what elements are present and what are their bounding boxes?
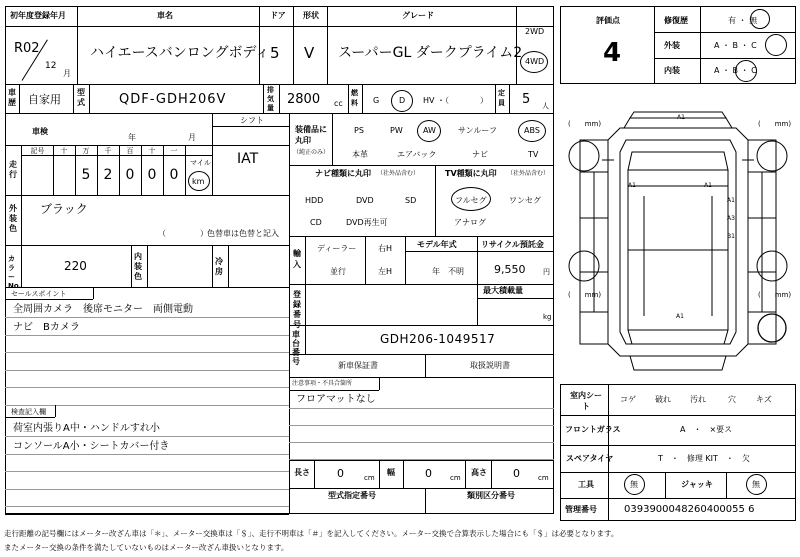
interior-rating-value: A ・ B ・ C xyxy=(714,66,757,75)
diag-a1-rside: A1 xyxy=(727,197,735,204)
tv-type-label: TV種類に丸印 xyxy=(445,169,497,178)
cc-unit: cc xyxy=(334,99,343,108)
color-no-label: カラーNo. xyxy=(8,255,22,290)
eq-abs: ABS xyxy=(524,126,540,135)
ac-label: 冷房 xyxy=(215,257,223,276)
shaken-label: 車検 xyxy=(32,127,48,136)
exterior-color-label: 外装色 xyxy=(9,204,17,233)
mileage-digit: 5 xyxy=(81,167,91,183)
month-unit: 月 xyxy=(63,69,71,78)
shaken-month: 月 xyxy=(188,133,196,142)
sales-point-line2: ナビ Bカメラ xyxy=(13,322,80,333)
eq-airbag: エアバック xyxy=(397,150,437,159)
exterior-rating-label: 外装 xyxy=(664,41,680,50)
equipment-sublabel: （純正のみ） xyxy=(293,149,330,156)
width-label: 幅 xyxy=(387,468,395,477)
diag-a1-rear: A1 xyxy=(676,313,684,320)
first-reg-label: 初年度登録年月 xyxy=(10,11,66,20)
notice-value: フロアマットなし xyxy=(296,394,376,405)
capacity-label: 定員 xyxy=(498,89,505,107)
tv-fullseg-circle xyxy=(451,187,491,211)
score-value: 4 xyxy=(603,38,622,68)
model-year-value: 年 不明 xyxy=(432,267,464,276)
shape-value: V xyxy=(304,44,315,62)
length-label: 長さ xyxy=(294,468,310,477)
car-name: ハイエースバンロングボディ xyxy=(90,45,270,61)
eq-pw: PW xyxy=(390,126,403,135)
mm-bl: ( mm) xyxy=(568,291,602,299)
spare-value: T ・ 修理 KIT ・ 欠 xyxy=(658,454,750,463)
interior-color-label: 内装色 xyxy=(134,252,142,281)
exterior-rating-value: A ・ B ・ C xyxy=(714,41,757,50)
control-number: 0393900048260400055 6 xyxy=(624,504,755,515)
jack-label: ジャッキ xyxy=(681,480,713,489)
score-label: 評価点 xyxy=(596,16,620,25)
mileage-digit-label: 十 xyxy=(60,147,68,155)
recycle-label: リサイクル預託金 xyxy=(481,240,544,249)
interior-b-circle xyxy=(735,60,757,82)
diag-b1: B1 xyxy=(727,233,735,240)
seat-label: 室内シート xyxy=(570,391,602,411)
shape-label: 形状 xyxy=(303,11,319,20)
mileage-digit-label: 百 xyxy=(126,147,134,155)
sales-point-line1: 全周囲カメラ 後席モニター 両側電動 xyxy=(13,304,193,315)
km-unit: km xyxy=(192,177,205,186)
nav-hdd: HDD xyxy=(305,196,324,205)
capacity-value: 5 xyxy=(522,92,531,107)
notice-label: 注意事項・不具合箇所 xyxy=(292,380,353,387)
fuel-hv: HV ・（ xyxy=(423,96,450,105)
inspector-line2: コンソールA小・シートカバー付き xyxy=(13,441,170,452)
fuel-label: 燃料 xyxy=(351,89,358,107)
manual-label: 取扱説明書 xyxy=(470,361,510,370)
displacement-label: 排気量 xyxy=(267,86,274,112)
mileage-digit: 0 xyxy=(169,167,179,183)
grade-value: スーパーGL ダークプライム2 xyxy=(338,45,523,61)
mileage-digit: 0 xyxy=(125,167,135,183)
repair-label: 修復歴 xyxy=(664,16,688,25)
fuel-g: G xyxy=(373,96,380,105)
seat-tear: 破れ xyxy=(655,395,671,404)
equipment-label: 装備品に丸印 xyxy=(295,125,327,145)
seat-hole: 穴 xyxy=(728,395,736,404)
category-value: 自家用 xyxy=(28,93,61,106)
eq-aw: AW xyxy=(423,126,436,135)
person-unit: 人 xyxy=(542,102,549,110)
mileage-digit: 0 xyxy=(147,167,157,183)
drive-4wd-circle xyxy=(520,51,548,73)
nav-dvd: DVD xyxy=(356,196,374,205)
height-label: 高さ xyxy=(471,468,487,477)
import-dealer: ディーラー xyxy=(317,244,357,253)
grade-label: グレード xyxy=(402,11,434,20)
recycle-value: 9,550 xyxy=(494,263,526,276)
diag-a1-top: A1 xyxy=(677,114,685,121)
repair-circle xyxy=(750,9,770,29)
width-value: 0 xyxy=(425,467,432,480)
mileage-digit-label: 一 xyxy=(170,147,178,155)
width-cm: cm xyxy=(450,474,461,482)
chassis-value: GDH206-1049517 xyxy=(380,332,496,346)
fuel-d: D xyxy=(399,96,406,105)
tools-circle xyxy=(624,474,645,495)
nav-type-sub: （社外品含む） xyxy=(377,170,420,177)
model-value: QDF-GDH206V xyxy=(119,92,227,107)
tv-type-sub: （社外品含む） xyxy=(507,170,550,177)
class-label: 類別区分番号 xyxy=(467,491,515,500)
mm-tl: ( mm) xyxy=(568,120,602,128)
yen-unit: 円 xyxy=(543,268,550,276)
eq-sunroof: サンルーフ xyxy=(458,126,497,135)
eq-leather: 本革 xyxy=(352,150,368,159)
import-label: 輸入 xyxy=(293,249,301,269)
mileage-digit-label: 十 xyxy=(148,147,156,155)
jack-value: 無 xyxy=(752,480,760,489)
new-car-warranty: 新車保証書 xyxy=(338,361,378,370)
inspector-label: 検査記入欄 xyxy=(11,408,46,416)
diag-a1-right: A1 xyxy=(704,182,712,189)
type-cert-label: 型式指定番号 xyxy=(328,491,376,500)
import-right-h: 右H xyxy=(378,244,393,253)
fuel-d-circle xyxy=(391,90,413,112)
repair-value: 有 ・ 無 xyxy=(728,16,758,25)
diag-a3: A3 xyxy=(727,215,735,222)
drive-4wd: 4WD xyxy=(525,57,545,66)
km-circle xyxy=(188,171,210,191)
height-cm: cm xyxy=(538,474,549,482)
main-form xyxy=(5,6,554,514)
eq-aw-circle xyxy=(417,120,441,142)
tv-oneseg: ワンセグ xyxy=(509,196,541,205)
seat-scratch: キズ xyxy=(756,395,772,404)
length-cm: cm xyxy=(364,474,375,482)
tv-fullseg: フルセグ xyxy=(455,196,487,205)
model-label: 型式 xyxy=(77,88,85,107)
mileage-digit-label: 万 xyxy=(82,147,90,155)
seat-burn: コゲ xyxy=(620,395,636,404)
car-name-label: 車名 xyxy=(157,11,173,20)
control-label: 管理番号 xyxy=(565,505,597,514)
mileage-digit: 2 xyxy=(103,167,113,183)
glass-label: フロントガラス xyxy=(565,425,621,434)
door-label: ドア xyxy=(270,11,286,20)
eq-navi: ナビ xyxy=(472,150,488,159)
first-reg-era: R02 xyxy=(14,41,40,56)
eq-tv: TV xyxy=(528,150,539,159)
sales-point-label: セールスポイント xyxy=(11,290,67,298)
model-year-label: モデル年式 xyxy=(417,240,457,249)
eq-abs-circle xyxy=(518,120,546,142)
drive-2wd: 2WD xyxy=(525,27,545,36)
jack-circle xyxy=(746,474,767,495)
footer-line1: 走行距離の記号欄にはメーター改ざん車は「＊」、メーター交換車は「＄」、走行不明車は「＃」を記入してください。メーター交換で合算表示した場合にも「＄」は必要となります。 xyxy=(4,529,619,538)
spare-label: スペアタイヤ xyxy=(566,454,614,463)
eq-ps: PS xyxy=(354,126,364,135)
displacement-value: 2800 xyxy=(287,92,321,107)
exterior-color-value: ブラック xyxy=(40,202,88,216)
mileage-digit-label: 記号 xyxy=(30,147,45,155)
diag-a1-left: A1 xyxy=(628,182,636,189)
kg-unit: kg xyxy=(543,313,552,321)
color-no-value: 220 xyxy=(64,259,87,273)
nav-type-label: ナビ種類に丸印 xyxy=(315,169,371,178)
footer-line2: またメーター交換の条件を満たしていないものはメーター改ざん車扱いとなります。 xyxy=(4,543,289,552)
shift-value: IAT xyxy=(237,151,259,167)
paren-close: ） xyxy=(200,229,208,238)
import-left-h: 左H xyxy=(378,267,393,276)
first-reg-month: 12 xyxy=(45,61,57,71)
interior-rating-label: 内装 xyxy=(664,66,680,75)
fuel-close: ） xyxy=(480,96,488,105)
nav-cd: CD xyxy=(310,218,322,227)
color-change-note: 色替車は色替と記入 xyxy=(207,229,279,238)
car-diagram xyxy=(560,100,796,385)
tools-label: 工具 xyxy=(578,480,594,489)
exterior-c-circle xyxy=(765,34,787,56)
tv-analog: アナログ xyxy=(454,218,486,227)
paren-open: （ xyxy=(158,229,166,238)
import-parallel: 並行 xyxy=(330,267,346,276)
category-label: 車歴 xyxy=(8,88,16,107)
mm-tr: ( mm) xyxy=(758,120,792,128)
mileage-digit-label: 千 xyxy=(104,147,112,155)
shaken-year: 年 xyxy=(128,133,136,142)
shift-label: シフト xyxy=(240,116,264,125)
mileage-label: 走行 xyxy=(9,160,17,179)
nav-dvd-play: DVD再生可 xyxy=(346,218,388,227)
height-value: 0 xyxy=(513,467,520,480)
door-value: 5 xyxy=(270,44,280,62)
length-value: 0 xyxy=(337,467,344,480)
nav-sd: SD xyxy=(405,196,417,205)
mm-br: ( mm) xyxy=(758,291,792,299)
chassis-label: 車台番号 xyxy=(292,330,300,366)
registration-label: 登録番号 xyxy=(293,290,301,329)
glass-value: A ・ ×要ス xyxy=(680,425,733,434)
inspector-line1: 荷室内張りA中・ハンドルすれ小 xyxy=(13,423,160,434)
seat-stain: 汚れ xyxy=(690,395,706,404)
tools-value: 無 xyxy=(630,480,638,489)
max-load-label: 最大積載量 xyxy=(483,286,523,295)
mile-unit: マイル xyxy=(190,159,211,167)
